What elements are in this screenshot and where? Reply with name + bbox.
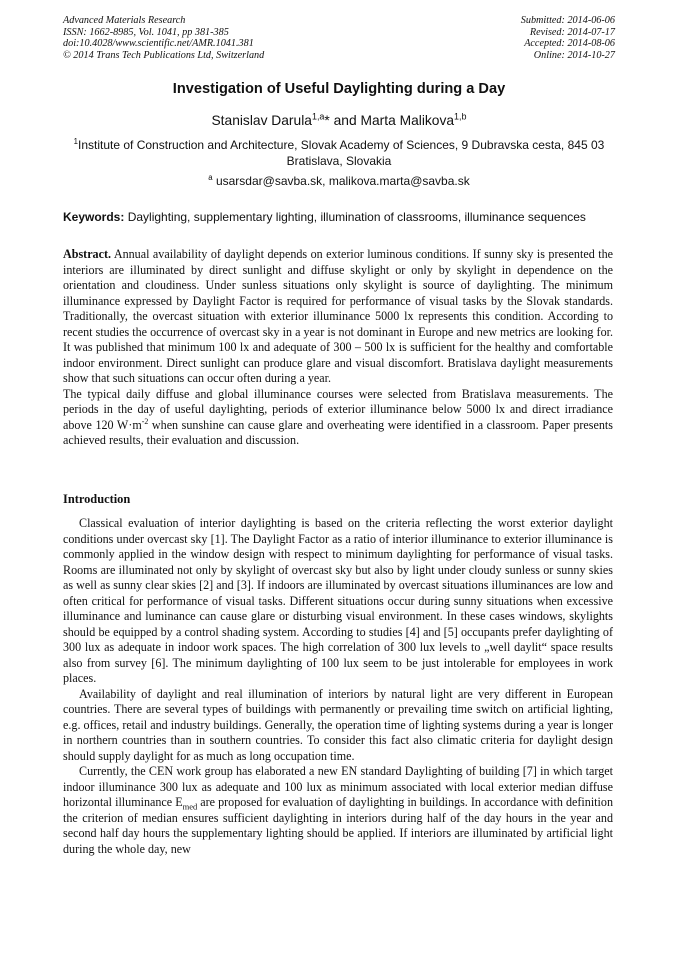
median-subscript: med [182,801,198,812]
author-1: Stanislav Darula [211,113,312,128]
affiliation-marker: 1 [73,137,79,146]
corresponding-mark: * [324,113,330,128]
issn: ISSN: 1662-8985, Vol. 1041, pp 381-385 [63,26,229,38]
introduction-body [63,516,613,857]
paper-title: Investigation of Useful Daylighting during a Day [172,81,506,97]
affiliation [60,137,618,169]
section-heading-introduction: Introduction [63,492,131,506]
submitted-date: Submitted: 2014-06-06 [520,15,615,26]
author-conjunction: and [329,113,361,128]
doi: doi:10.4028/www.scientific.net/AMR.1041.381 [63,38,254,50]
journal-name: Advanced Materials Research [63,15,186,26]
keywords-label: Keywords: [63,210,125,224]
abstract-label: Abstract. [63,247,112,261]
abstract-text-2a: The typical daily diffuse and global illuminance courses were selected from Bratislava measurements. The periods in the day of useful daylighting, periods of exterior illuminance below 5000 lx and direct irradiance above 120 W·m [63,386,613,432]
keywords [63,210,623,224]
unit-exponent: -2 [141,416,149,426]
author-2-affiliation: 1,b [454,111,467,122]
email-marker: a [208,173,213,182]
copyright: © 2014 Trans Tech Publications Ltd, Switzerland [63,49,265,61]
author-list [0,113,678,128]
abstract-paragraph-2 [63,387,613,449]
accepted-date: Accepted: 2014-08-06 [524,38,615,50]
keywords-text: Daylighting, supplementary lighting, illumination of classrooms, illuminance sequences [124,210,586,224]
affiliation-text: Institute of Construction and Architecture, Slovak Academy of Sciences, 9 Dubravska cesta, 845 03 Bratislava, Slovakia [78,138,605,168]
intro-paragraph-1: Classical evaluation of interior daylighting is based on the criteria reflecting the worst exterior daylight conditions under overcast sky [1]. The Daylight Factor as a ratio of interior illuminance to exterior illuminance is commonly applied in the window design with respect to minimum daylighting for performance of visual tasks. Rooms are illuminated not only by skylight of overcast sky but also by light under cloudy sunless or sunny skies as well as sunny clear skies [2] and [3]. If indoors are illuminated by overcast situations illuminances are low and often critical for performance of visual tasks. Different situations occur during sunny situations when excessive illuminance and luminance can cause glare or disturbing visual environment. In these cases windows, skylights should be equipped by a control shading system. According to studies [4] and [5] occupants prefer daylighting of 300 lux as adequate in indoor work spaces. The high correlation of 300 lux levels to „well daylit“ space results also from survey [6]. The minimum daylighting of 100 lux seem to be just intolerable for employees in work places. [63,516,613,685]
publication-dates [521,15,615,61]
journal-info [63,15,264,61]
author-1-affiliation: 1,a [311,111,325,122]
author-2: Marta Malikova [360,113,455,128]
abstract [63,247,613,449]
intro-paragraph-2: Availability of daylight and real illumination of interiors by natural light are very different in European countries. There are several types of buildings with permanently or prevailing time switch on artificial lighting, e.g. offices, retail and industry buildings. Generally, the operation time of lighting systems during a year is longer in northern countries than in southern countries. To consider this fact also climatic criteria for daylight design should supply daylight for as much as long occupation time. [63,686,613,763]
author-emails [0,174,678,188]
abstract-paragraph-1 [63,247,613,387]
intro-text-3b: are proposed for evaluation of daylighting in buildings. In accordance with definition the criterion of median ensures sufficient daylighting in interiors during half of the day hours in the year and second half day hours the supplementary lighting should be applied. If interiors are illuminated by artificial light during the whole day, new [63,795,613,856]
revised-date: Revised: 2014-07-17 [529,26,615,38]
intro-paragraph-3 [63,764,613,857]
email-text: usarsdar@savba.sk, malikova.marta@savba.sk [212,174,470,188]
online-date: Online: 2014-10-27 [533,49,615,61]
abstract-text-1: Annual availability of daylight depends on exterior luminous conditions. If sunny sky is presented the interiors are illuminated by direct sunlight and diffuse skylight or only by skylight in dependence on the orientation and cloudiness. Under sunless situations only skylight is source of daylighting. The minimum illuminance expressed by Daylight Factor is required for performance of visual tasks by the Slovak standards. Traditionally, the overcast situation with exterior illuminance 5000 lx represents this condition. According to recent studies the occurrence of overcast sky in a year is not dominant in Europe and new metrics are looking for. It was published that minimum 100 lx and adequate of 300 – 500 lx is sufficient for the healthy and comfortable indoor environment. Direct sunlight can produce glare and visual discomfort. Bratislava daylight measurements show that such situations can occur often during a year. [63,247,613,385]
abstract-text-2b: when sunshine can cause glare and overheating were identified in a classroom. Paper presents achieved results, their evaluation and discussion. [63,417,613,447]
intro-text-3a: Currently, the CEN work group has elaborated a new EN standard Daylighting of building [7] in which target indoor illuminance 300 lux as adequate and 100 lux as minimum associated with local exterior median diffuse horizontal illuminance E [63,764,613,809]
